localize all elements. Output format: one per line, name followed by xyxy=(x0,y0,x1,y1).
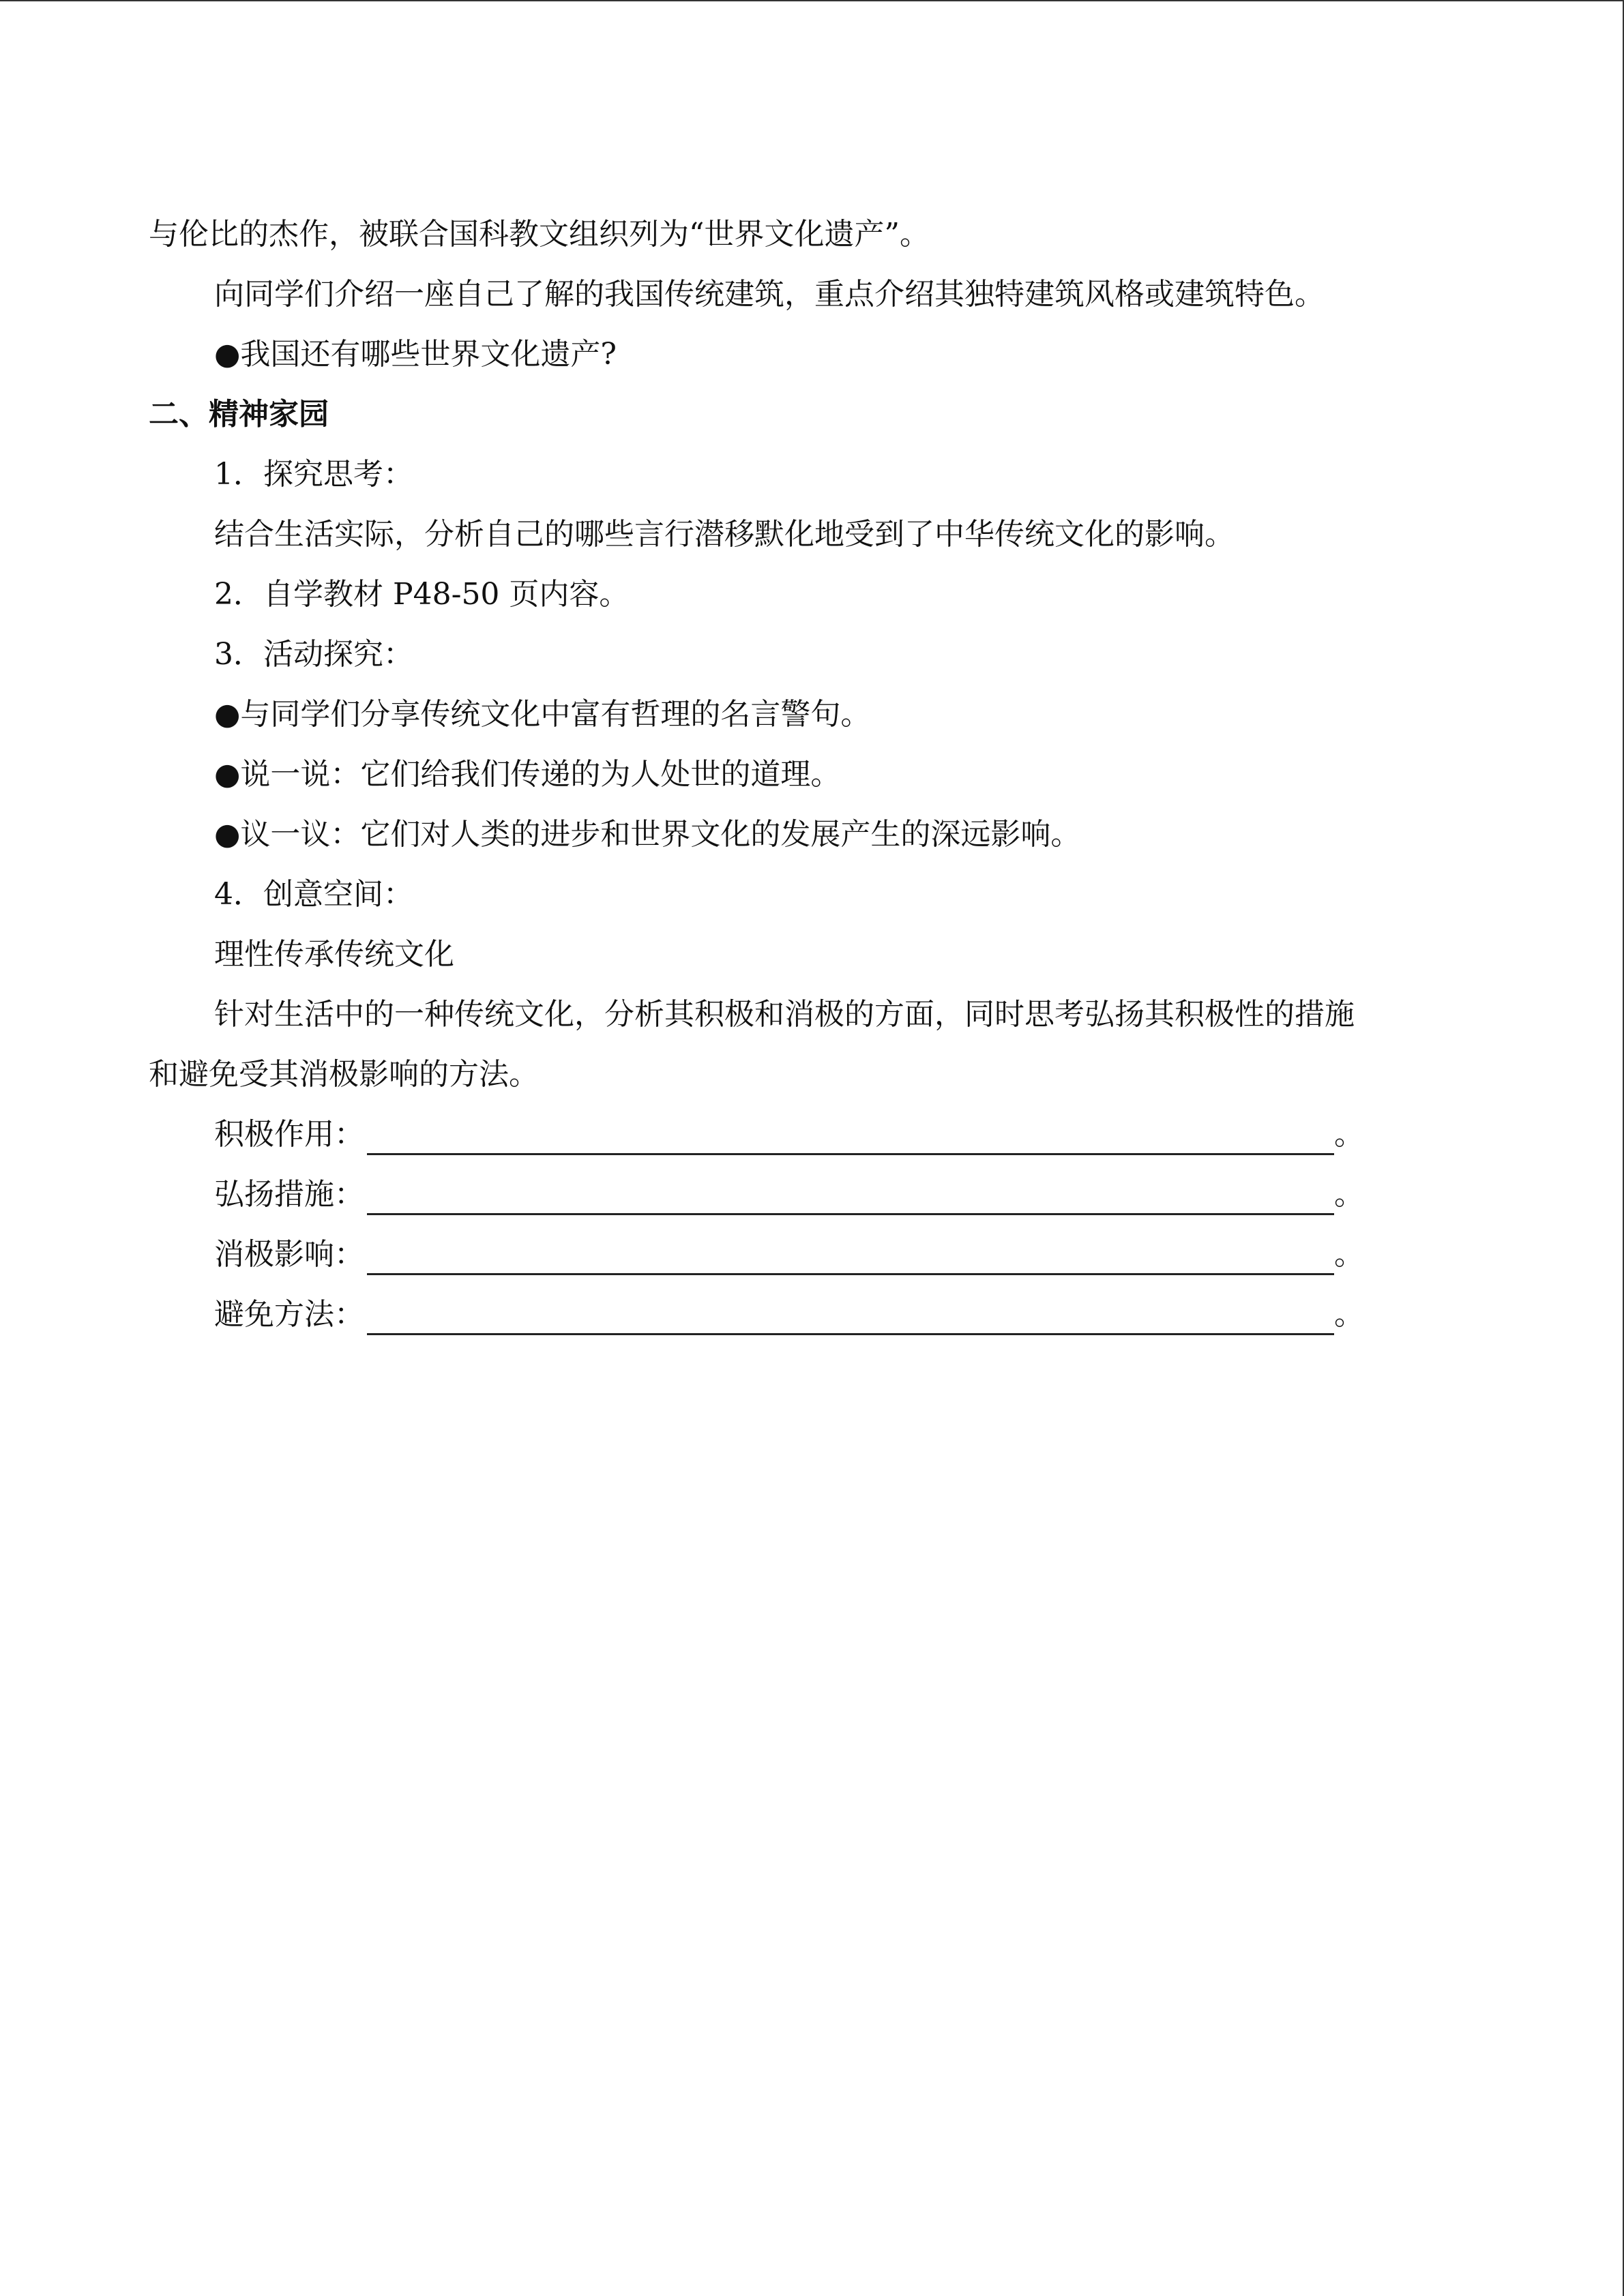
item-3-title: 3．活动探究： xyxy=(214,637,413,672)
field-end-mark: 。 xyxy=(1334,1297,1364,1332)
paragraph-continuation: 与伦比的杰作，被联合国科教文组织列为“世界文化遗产”。 xyxy=(149,217,930,252)
field-end-mark: 。 xyxy=(1334,1237,1364,1272)
section-heading: 二、精神家园 xyxy=(149,397,329,432)
activity-instruction: 向同学们介绍一座自己了解的我国传统建筑，重点介绍其独特建筑风格或建筑特色。 xyxy=(214,277,1325,312)
bullet-discuss: ●议一议：它们对人类的进步和世界文化的发展产生的深远影响。 xyxy=(214,817,1081,852)
page-top-border xyxy=(0,0,1624,1)
field-label: 避免方法： xyxy=(214,1297,364,1332)
answer-blank-line[interactable] xyxy=(367,1115,1334,1155)
subtopic-title: 理性传承传统文化 xyxy=(214,937,454,972)
item-4-title: 4．创意空间： xyxy=(214,877,413,912)
fill-row-positive-effect xyxy=(149,1105,1487,1165)
document-body xyxy=(149,205,1487,1345)
fill-row-promotion-measures xyxy=(149,1165,1487,1225)
item-2-title: 2．自学教材 P48-50 页内容。 xyxy=(214,577,630,612)
bullet-share: ●与同学们分享传统文化中富有哲理的名言警句。 xyxy=(214,697,871,732)
answer-blank-line[interactable] xyxy=(367,1295,1334,1335)
field-end-mark: 。 xyxy=(1334,1177,1364,1212)
field-end-mark: 。 xyxy=(1334,1117,1364,1152)
fill-row-negative-effect xyxy=(149,1225,1487,1285)
item-1-text: 结合生活实际，分析自己的哪些言行潜移默化地受到了中华传统文化的影响。 xyxy=(214,517,1235,552)
field-label: 弘扬措施： xyxy=(214,1177,364,1212)
field-label: 消极影响： xyxy=(214,1237,364,1272)
answer-blank-line[interactable] xyxy=(367,1175,1334,1215)
answer-blank-line[interactable] xyxy=(367,1235,1334,1275)
bullet-say: ●说一说：它们给我们传递的为人处世的道理。 xyxy=(214,757,841,792)
fill-row-avoidance-methods xyxy=(149,1285,1487,1345)
field-label: 积极作用： xyxy=(214,1117,364,1152)
item-1-title: 1．探究思考： xyxy=(214,457,413,492)
task-text-continuation: 和避免受其消极影响的方法。 xyxy=(149,1057,539,1092)
bullet-question: ●我国还有哪些世界文化遗产? xyxy=(214,337,617,372)
task-text: 针对生活中的一种传统文化，分析其积极和消极的方面，同时思考弘扬其积极性的措施 xyxy=(214,997,1355,1032)
